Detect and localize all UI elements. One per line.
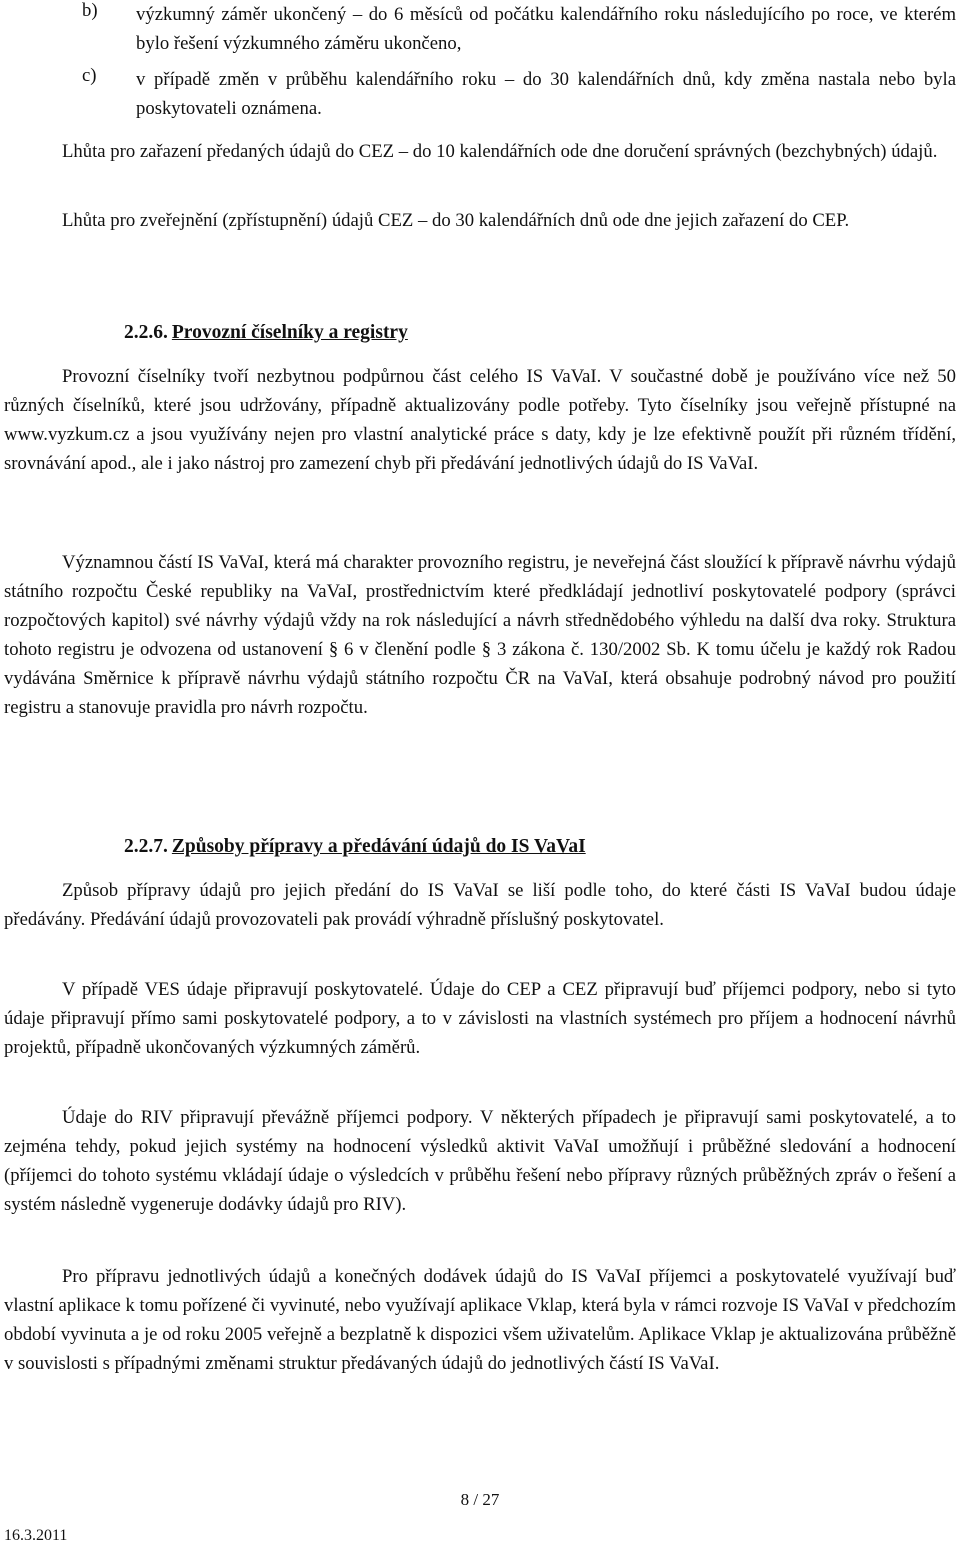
section-number: 2.2.7. (124, 836, 168, 857)
paragraph: Údaje do RIV připravují převážně příjemci podpory. V některých případech je připravují sami poskytovatelé, a to zejména tehdy, pokud jejich systémy na hodnocení výsledků aktivit VaVaI umožňují i průběžné sledování a hodnocení (příjemci do tohoto systému vkládají údaje o výsledcích v průběhu řešení nebo přípravy různých průběžných zpráv o řešení a systém následně vygeneruje dodávky údajů pro RIV). (4, 1107, 956, 1215)
section-title: Způsoby přípravy a předávání údajů do IS VaVaI (171, 836, 586, 857)
paragraph: Významnou částí IS VaVaI, která má charakter provozního registru, je neveřejná část sloužící k přípravě návrhu výdajů státního rozpočtu České republiky na VaVaI, prostřednictvím které předkládají jednotliví poskytovatelé podpory (správci rozpočtových kapitol) své návrhy výdajů vždy na rok následující a návrh střednědobého výhledu na další dva roky. Struktura tohoto registru je odvozena od ustanovení § 6 v členění podle § 3 zákona č. 130/2002 Sb. K tomu účelu je každý rok Radou vydávána Směrnice k přípravě návrhu výdajů státního rozpočtu ČR na VaVaI, která obsahuje podrobný návod pro použití registru a stanovuje pravidla pro návrh rozpočtu. (4, 552, 956, 718)
list-marker: b) (82, 0, 98, 21)
paragraph: Pro přípravu jednotlivých údajů a konečných dodávek údajů do IS VaVaI příjemci a poskytovatelé využívají buď vlastní aplikace k tomu pořízené či vyvinuté, nebo využívají aplikace Vklap, která byla v rámci rozvoje IS VaVaI v předchozím období vyvinuta a je od roku 2005 veřejně a bezplatně k dispozici všem uživatelům. Aplikace Vklap je aktualizována průběžně v souvislosti s případnými změnami struktur předávaných údajů do jednotlivých částí IS VaVaI. (4, 1266, 956, 1374)
footer-date: 16.3.2011 (4, 1527, 68, 1544)
paragraph: V případě VES údaje připravují poskytovatelé. Údaje do CEP a CEZ připravují buď příjemci podpory, nebo si tyto údaje připravují přímo sami poskytovatelé podpory, a to v závislosti na vlastních systémech pro příjem a hodnocení návrhů projektů, případně ukončovaných výzkumných záměrů. (4, 979, 956, 1058)
section-title: Provozní číselníky a registry (171, 322, 408, 343)
section-heading-226 (124, 322, 408, 344)
section-heading-227 (124, 836, 586, 858)
list-text: výzkumný záměr ukončený – do 6 měsíců od počátku kalendářního roku následujícího po roce, ve kterém bylo řešení výzkumného záměru ukončeno, (136, 4, 956, 54)
paragraph: Provozní číselníky tvoří nezbytnou podpůrnou část celého IS VaVaI. V součastné době je používáno více než 50 různých číselníků, které jsou udržovány, případně aktualizovány podle potřeby. Tyto číselníky jsou veřejně přístupné na www.vyzkum.cz a jsou využívány nejen pro vlastní analytické práce s daty, kdy je lze efektivně použít při různém třídění, srovnávání apod., ale i jako nástroj pro zamezení chyb při předávání jednotlivých údajů do IS VaVaI. (4, 366, 956, 474)
section-number: 2.2.6. (124, 322, 168, 343)
page-number: 8 / 27 (460, 1490, 500, 1509)
paragraph: Způsob přípravy údajů pro jejich předání do IS VaVaI se liší podle toho, do které části IS VaVaI budou údaje předávány. Předávání údajů provozovateli pak provádí výhradně příslušný poskytovatel. (4, 880, 956, 930)
list-text: v případě změn v průběhu kalendářního roku – do 30 kalendářních dnů, kdy změna nastala nebo byla poskytovateli oznámena. (136, 69, 956, 119)
list-marker: c) (82, 65, 97, 86)
paragraph: Lhůta pro zveřejnění (zpřístupnění) údajů CEZ – do 30 kalendářních dnů ode dne jejich zařazení do CEP. (62, 210, 850, 231)
paragraph: Lhůta pro zařazení předaných údajů do CEZ – do 10 kalendářních ode dne doručení správných (bezchybných) údajů. (62, 141, 938, 162)
